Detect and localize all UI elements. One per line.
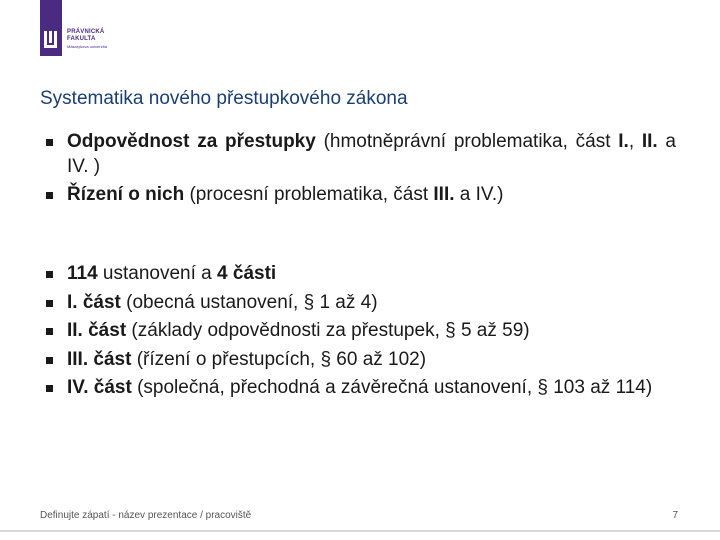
bullet-item — [46, 348, 676, 373]
bullet-bold-text: Odpovědnost za přestupky — [67, 131, 316, 152]
bullet-bold-text: II. — [641, 131, 658, 152]
bullet-bold-text: III. — [433, 184, 455, 205]
bullet-bold-text: 4 části — [217, 263, 277, 284]
bullet-text: a IV.) — [454, 184, 504, 205]
bullet-item — [46, 262, 676, 287]
bullet-text: (společná, přechodná a závěrečná ustanovení, § 103 až 114) — [131, 377, 653, 398]
bullet-text: (procesní problematika, část — [184, 184, 434, 205]
bullet-text: (řízení o přestupcích, § 60 až 102) — [131, 348, 427, 370]
logo-line-2: FAKULTA — [67, 36, 96, 42]
bullet-bold-text: I. část — [67, 291, 121, 313]
bullet-text: ustanovení a — [97, 263, 218, 284]
bullet-marker — [46, 139, 53, 146]
bullet-bold-text: II. část — [67, 320, 127, 341]
bullet-bold-text: IV. část — [67, 377, 132, 398]
bullet-text: (hmotněprávní problematika, část — [315, 131, 619, 152]
bullet-marker — [46, 271, 53, 278]
footer-divider — [0, 530, 720, 532]
logo-line-3: Masarykova univerzita — [67, 44, 107, 49]
logo-bar — [40, 0, 62, 56]
bullet-bold-text: 114 — [67, 263, 98, 284]
logo-line-1: PRÁVNICKÁ — [67, 29, 105, 35]
bullet-item — [46, 130, 676, 179]
bullet-list-responsibility — [46, 130, 676, 212]
bullet-text: (obecná ustanovení, § 1 až 4) — [120, 291, 378, 313]
bullet-text: , — [628, 131, 642, 152]
bullet-text: (základy odpovědnosti za přestupek, § 5 až 59) — [126, 320, 530, 341]
bullet-item — [46, 376, 676, 401]
bullet-bold-text: Řízení o nich — [67, 184, 185, 205]
slide-title: Systematika nového přestupkového zákona — [40, 88, 408, 109]
bullet-marker — [46, 385, 53, 392]
bullet-bold-text: III. část — [67, 348, 132, 370]
bullet-item — [46, 183, 676, 208]
bullet-text: a IV. ) — [67, 131, 677, 177]
faculty-logo — [40, 0, 140, 60]
university-emblem-icon — [43, 29, 59, 51]
bullet-marker — [46, 328, 53, 335]
footer-text: Definujte zápatí - název prezentace / pracoviště — [40, 510, 252, 521]
bullet-marker — [46, 300, 53, 307]
logo-text — [67, 29, 107, 50]
bullet-marker — [46, 192, 53, 199]
bullet-bold-text: I. — [618, 131, 629, 152]
page-number: 7 — [672, 510, 678, 521]
bullet-item — [46, 319, 676, 344]
bullet-list-structure — [46, 262, 676, 405]
bullet-item — [46, 291, 676, 316]
bullet-marker — [46, 357, 53, 364]
